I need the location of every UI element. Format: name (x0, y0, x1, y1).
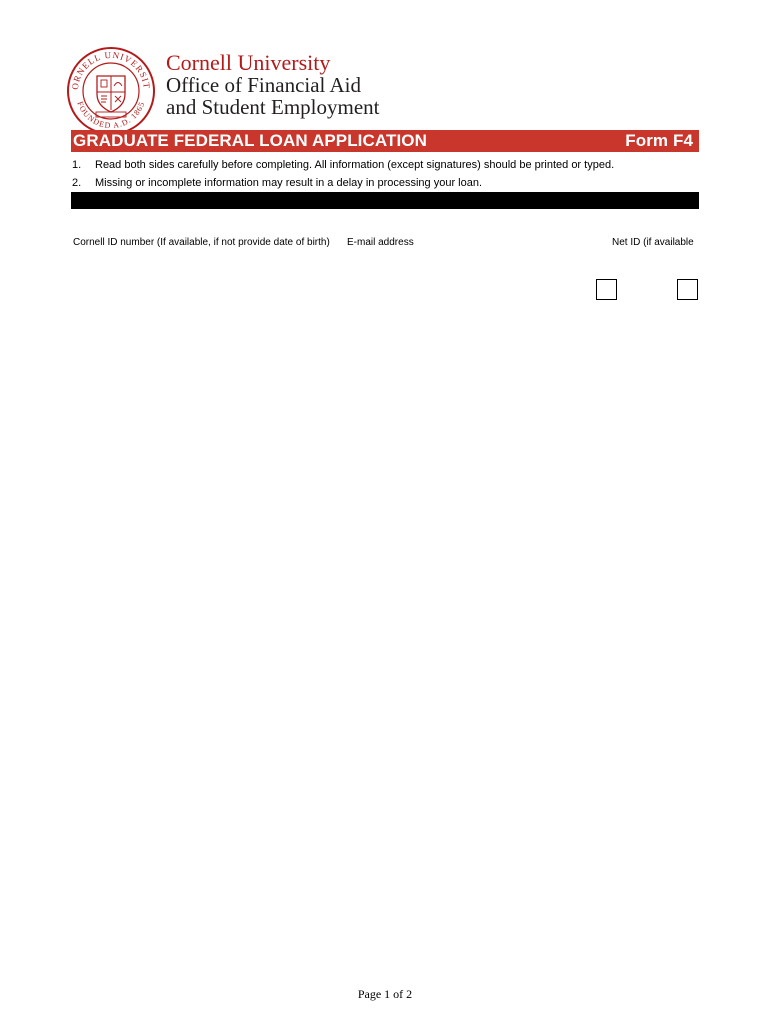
university-name: Cornell University (166, 50, 331, 75)
instruction-number: 1. (72, 159, 82, 171)
office-name-line1: Office of Financial Aid (166, 73, 361, 97)
section-divider-bar (71, 192, 699, 209)
cornell-id-label: Cornell ID number (If available, if not provide date of birth) (73, 237, 330, 248)
office-name-line2: and Student Employment (166, 95, 380, 119)
checkbox-2[interactable] (677, 279, 698, 300)
instructions-list (72, 156, 614, 192)
office-heading (166, 52, 379, 118)
instruction-text: Missing or incomplete information may result in a delay in processing your loan. (95, 177, 483, 189)
form-code: Form F4 (625, 131, 693, 150)
instruction-text: Read both sides carefully before completing. All information (except signatures) should be printed or typed. (95, 159, 615, 171)
form-title: GRADUATE FEDERAL LOAN APPLICATION (73, 131, 427, 150)
instruction-item (72, 174, 614, 192)
net-id-label: Net ID (if available (612, 237, 694, 248)
seal-text-top: ORNELL UNIVERSIT (69, 49, 153, 91)
email-address-label: E-mail address (347, 237, 414, 248)
instruction-item (72, 156, 614, 174)
cornell-university-seal-icon (66, 46, 156, 136)
seal-text-bottom: FOUNDED A.D. 1865 (75, 100, 147, 131)
svg-text:CORNELL UNIVERSITY (66, 46, 152, 90)
form-title-bar (71, 130, 699, 152)
page-number: Page 1 of 2 (357, 987, 413, 1001)
instruction-number: 2. (72, 177, 82, 189)
checkbox-1[interactable] (596, 279, 617, 300)
